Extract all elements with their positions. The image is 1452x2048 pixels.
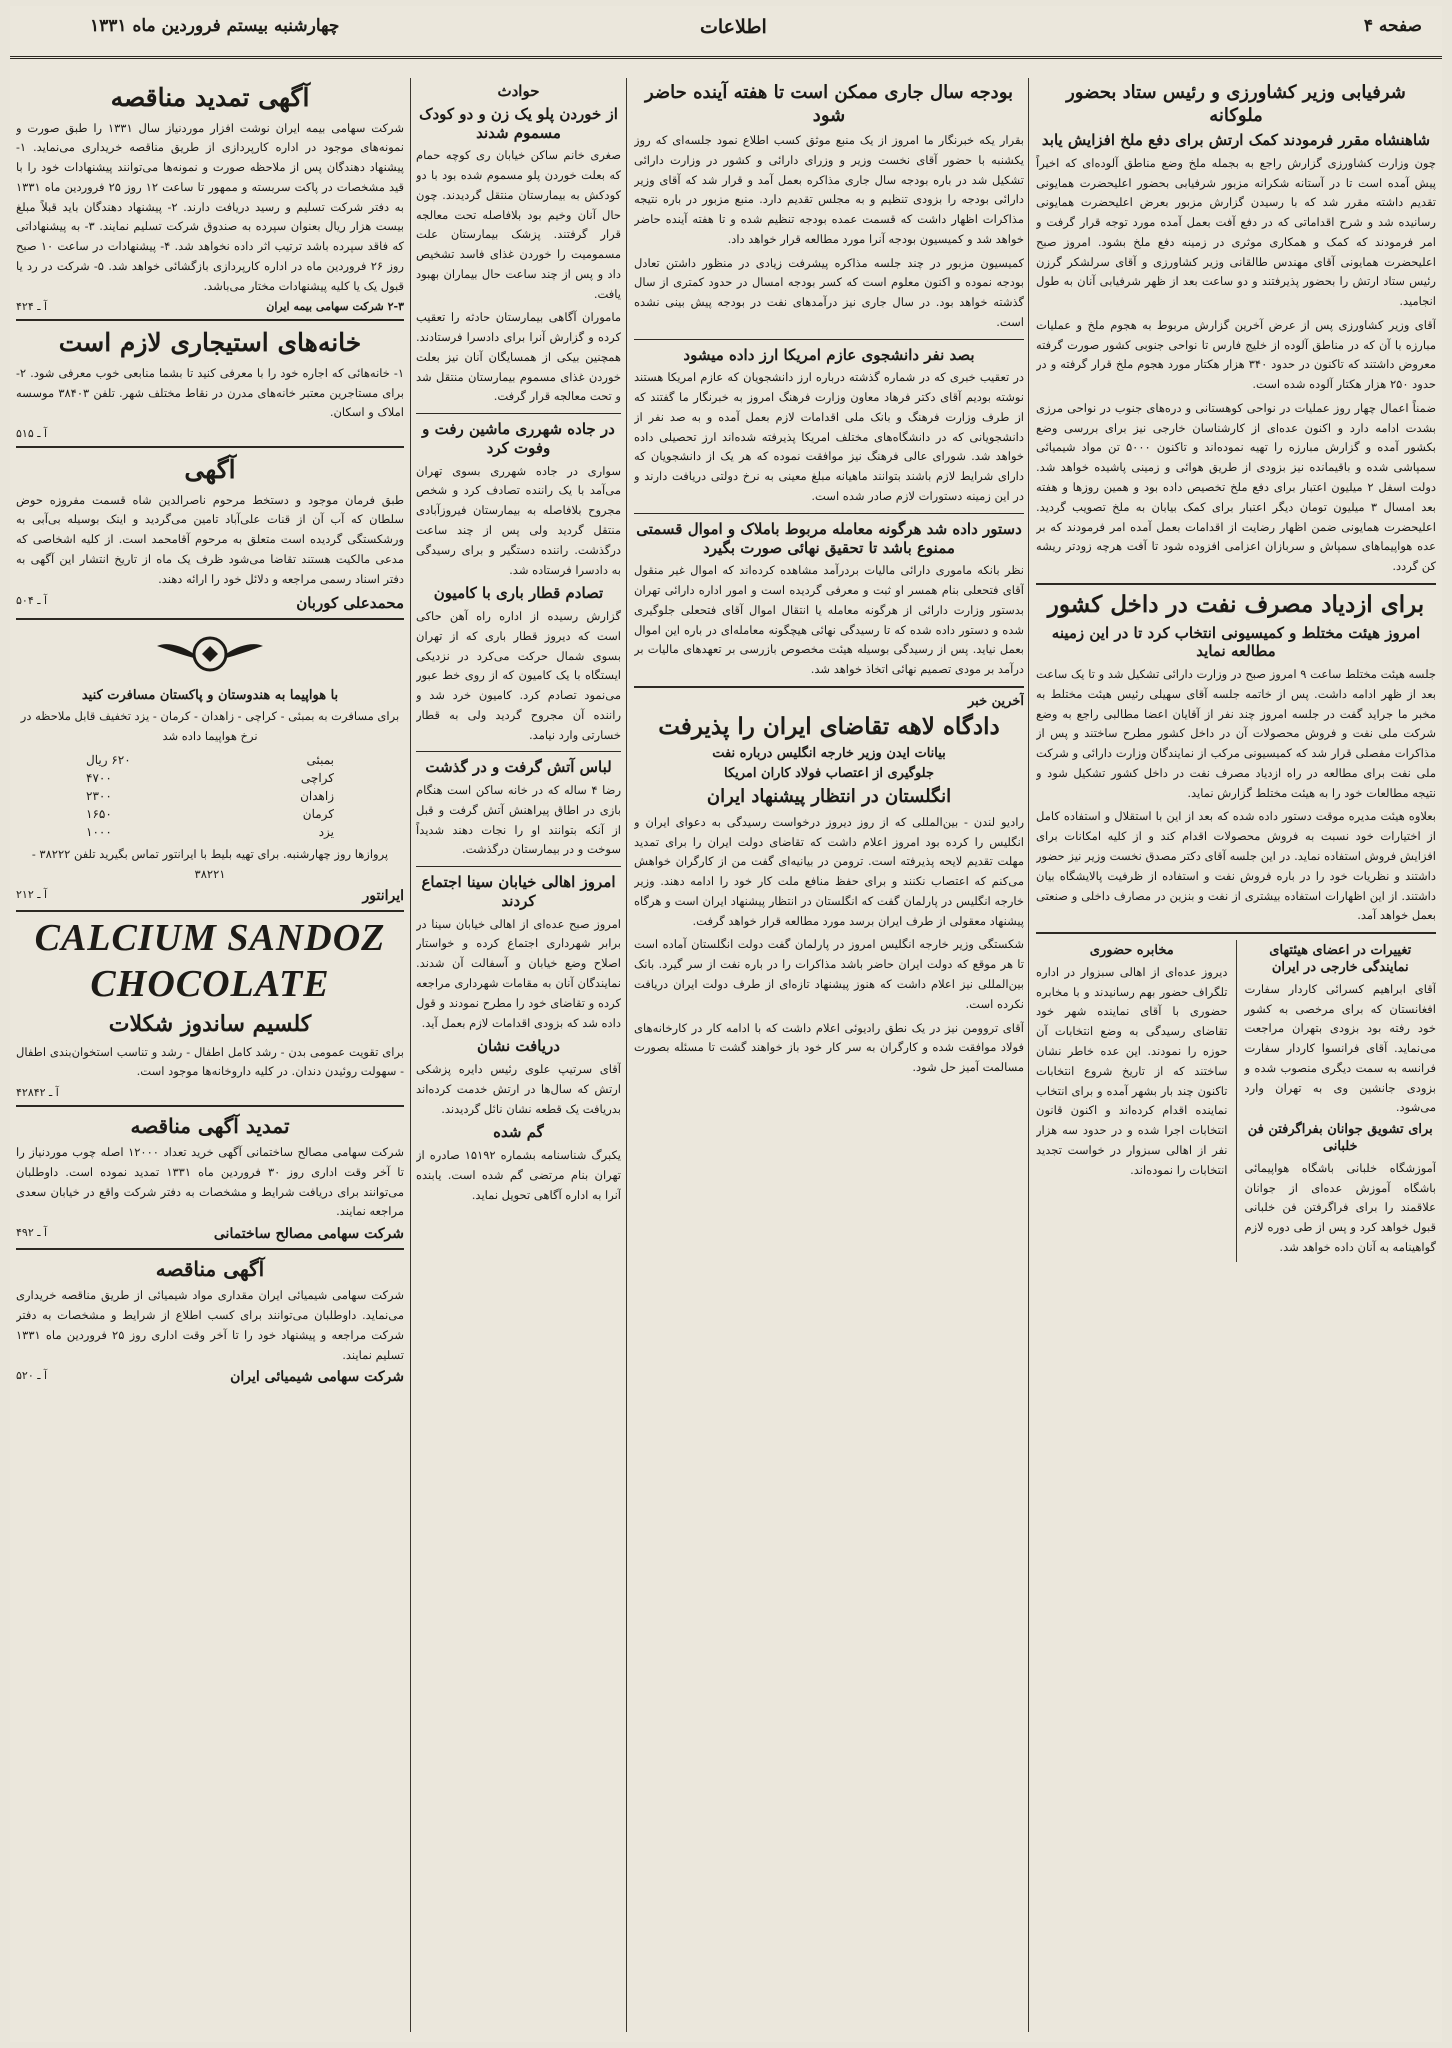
article-subheadline: بیانات ایدن وزیر خارجه انگلیس درباره نفت — [712, 745, 946, 761]
column-incidents — [416, 78, 621, 2036]
article-paragraph: کمیسیون مزبور در چند جلسه مذاکره پیشرفت زیادی در منظور داشتن تعادل بودجه نموده و اکنون معلوم است که کسر بودجه امسال در حدود کمتری از سال گذشته خواهد بود. در سال جاری نیز درآمدهای نفت در بودجه پیش بینی نشده است. — [634, 255, 1024, 329]
ad-text: برای تقویت عمومی بدن - رشد کامل اطفال - رشد و تناسب استخوان‌بندی اطفال - سهولت روئیدن دندان. در کلیه داروخانه‌ها موجود است. — [16, 1044, 404, 1079]
ad-ref: آ ـ ۴۲۴ — [16, 300, 48, 314]
brief-title: برای تشویق جوانان بفراگرفتن فن خلبانی — [1247, 1122, 1433, 1155]
article-headline: در جاده شهرری ماشین رفت و وفوت کرد — [422, 420, 615, 457]
fare-row — [80, 751, 340, 769]
ad-text: طبق فرمان موجود و دستخط مرحوم ناصرالدین شاه قسمت مفروزه حوض سلطان که آب آن از قنات علی‌آباد تامین می‌گردید و اینک بوسیله بی‌آبی به ورشکستگی گردیده است متعلق به مرحوم آقامحمد است. از کلیه اشخاصی که مدعی مالکیت هستند تقاضا می‌شود ظرف یک ماه از تاریخ انتشار این آگهی به دفتر اسناد رسمی مراجعه و دلائل خود را ارائه دهند. — [16, 492, 404, 586]
rule — [16, 446, 404, 448]
article-subheadline: امروز هیئت مختلط و کمیسیونی انتخاب کرد تا در این زمینه مطالعه نماید — [1051, 623, 1421, 661]
article-paragraph: سواری در جاده شهرری بسوی تهران می‌آمد با یک راننده تصادف کرد و شخص مجروح بلافاصله به بیمارستان فیروزآبادی منتقل گردید ولی پس از چند ساعت درگذشت. راننده دستگیر و برای رسیدگی به دادسرا فرستاده شد. — [416, 463, 621, 577]
fare-price: ۲۳۰۰ — [86, 788, 112, 803]
article-paragraph: آقای وزیر کشاورزی پس از عرض آخرین گزارش مربوط به هجوم ملخ و عملیات مبارزه با آن که در مناطق آلوده از خلیج فارس تا نواحی جنوبی کشور صورت گرفته معروض داشتند که تاکنون در حدود ۳۴۰ هزار هکتار مورد هجوم ملخ قرار گرفته و در حدود ۲۵۰ هزار هکتار آلوده شده است. — [1036, 317, 1436, 392]
ad-brand: ایرانتور — [362, 888, 404, 905]
article-paragraph: آقای تروومن نیز در یک نطق رادیوئی اعلام داشت که با ادامه کار در کارخانه‌های فولاد موافقت شده و کارگران به سر کار خود باز خواهند گشت تا مسئله بصورت مسالمت آمیز حل شود. — [634, 1020, 1024, 1075]
article-headline: دستور داده شد هرگونه معامله مربوط باملاک و اموال قسمتی ممنوع باشد تا تحقیق نهائی صورت بگیرد — [636, 519, 1022, 557]
ad-footer — [16, 300, 404, 313]
brief-text: دیروز عده‌ای از اهالی سبزوار در اداره تلگراف حضور بهم رسانیدند و با مخابره حضوری با آقای نماینده شهر خود تقاضای رسیدگی به وضع انتخابات آن حوزه را نمودند. این عده خاطر نشان ساختند که از تاریخ شروع انتخابات تاکنون چند بار بشهر آمده و برای انتخاب نماینده اقدام کرده‌اند و اکنون قانون انتخابات اجرا شده و در حدود سه هزار نفر از اهالی سبزوار در خواست تجدید انتخابات را نموده‌اند. — [1036, 964, 1228, 1177]
article-headline: تصادم قطار باری با کامیون — [433, 584, 604, 603]
article-paragraph: نظر بانکه ماموری دارائی مالیات بردرآمد مشاهده کرده‌اند که اموال غیر منقول آقای فتحعلی بنام همسر او ثبت و معرفی گردیده است و امور اداره دارائی تهران بدستور وزارت دارائی از هرگونه معامله یا انتقال اموال آقای فتحعلی جلوگیری شده و دستور داده شده که تا رسیدگی نهائی هیچگونه معامله‌ای در باره این اموال بعمل نیاید. پس از رسیدگی بوسیله هیئت مخصوص بازرسی بر تعهدهای مالیات بر درآمد بر مودی تصمیم نهائی اتخاذ خواهد شد. — [634, 563, 1024, 677]
article-paragraph: ضمناً اعمال چهار روز عملیات در نواحی کوهستانی و دره‌های جنوب در نواحی مرزی بشدت ادامه دارد و اکنون عده‌ای از کارشناسان خارجی نیز برای بررسی وضع بکشور آمده و گزارش مبارزه را تهیه نموده‌اند و تاکنون ۵۰۰۰ تن مواد شیمیائی سمپاشی شده و باقیمانده نیز بزودی از طریق هوائی و زمینی پاشیده خواهد شد. دولت اسفل ۲ میلیون اعتبار برای دفع ملخ تخصیص داده بود و همین روزها و هفته بعد امسال ۳ میلیون تومان دیگر اعتبار برای کمک بیابان به ملخ تصویب گردید. اعلیحضرت همایونی ضمن اظهار رضایت از اقدامات بعمل آمده امر فرمودند که بر عده هواپیماهای سمپاش و سربازان اعزامی افزوده شود تا آفت هرچه زودتر ریشه کن گردد. — [1036, 400, 1436, 574]
article-headline: برای ازدیاد مصرف نفت در داخل کشور — [1047, 590, 1425, 618]
brand-name-persian: کلسیم ساندوز شکلات — [108, 1011, 312, 1038]
ad-ref: آ ـ ۴۲۸۴۲ — [16, 1086, 59, 1100]
rule — [634, 686, 1024, 688]
ad-title: تمدید آگهی مناقصه — [130, 1114, 290, 1139]
rule — [634, 513, 1024, 514]
article-paragraph: بقرار یکه خبرنگار ما امروز از یک منبع موثق کسب اطلاع نمود جلسه‌ای که روز یکشنبه با حضور آقای نخست وزیر و وزرای دارائی و کشور در وزارت دارائی تشکیل شد در باره بودجه سال جاری مذاکره بعمل آمد و قرار شد که آقای وزیر دارائی بودجه را بزودی تنظیم و به مجلس تقدیم دارد. منبع مزبور در باره نتیجه مذاکرات اظهار داشت که قسمت عمده بودجه تنظیم شده و تا هفته آینده حاضر خواهد شد و کمیسیون بودجه آنرا مورد مطالعه قرار خواهد داد. — [634, 133, 1024, 246]
ad-footer — [16, 594, 404, 612]
section-title: حوادث — [497, 82, 540, 100]
article-headline: گم شده — [493, 1123, 544, 1142]
brand-name-latin: CHOCOLATE — [90, 963, 330, 1006]
ad-footer — [16, 427, 404, 440]
fare-row — [80, 805, 340, 823]
rule — [416, 866, 621, 867]
fare-row — [80, 769, 340, 787]
ad-ref: آ ـ ۵۱۵ — [16, 427, 48, 441]
article-headline: بودجه سال جاری ممکن است تا هفته آینده حاضر شود — [644, 82, 1014, 126]
fare-city: یزد — [318, 824, 334, 839]
rule — [1036, 583, 1436, 585]
ad-text: برای مسافرت به بمبئی - کراچی - زاهدان - کرمان - یزد تخفیف قابل ملاحظه در نرخ هواپیما داده شد — [20, 709, 400, 744]
article-paragraph: جلسه هیئت مختلط ساعت ۹ امروز صبح در وزارت دارائی تشکیل شد و تا یک ساعت بعد از ظهر ادامه داشت. پس از خاتمه جلسه آقای سهیلی رئیس هیئت مختلط به مخبر ما جراید گفت در جلسه امروز چند نفر از آقایان اعضا مطالبی راجع به وضع شرکت ملی نفت و فروش محصولات آن در داخل کشور مطرح ساختند و پس از مذاکرات مفصلی قرار شد که کمیسیونی مرکب از نمایندگان وزارت دارائی و شرکت ملی نفت برای مطالعه در راه ازدیاد مصرف نفت در داخل کشور تشکیل شود و نتیجه مطالعات خود را به هیئت مختلط گزارش نماید. — [1036, 667, 1436, 800]
article-headline: دادگاه لاهه تقاضای ایران را پذیرفت — [658, 712, 1000, 740]
fare-price: ۱۰۰۰ — [86, 824, 112, 839]
brief-boxes — [1036, 940, 1436, 1262]
brief-box — [1036, 940, 1228, 1262]
column-news-right — [1036, 78, 1436, 2036]
column-divider — [626, 78, 627, 2032]
fare-row — [80, 823, 340, 841]
column-divider — [410, 78, 411, 2032]
ad-ref: آ ـ ۲۱۲ — [16, 888, 48, 902]
ad-title: آگهی — [184, 455, 236, 485]
fare-city: زاهدان — [300, 788, 334, 803]
ad-text: ۱- خانه‌هائی که اجاره خود را با معرفی کنید تا بشما منابعی خوب معرفی شود. ۲- برای مستاجرین معتبر خانه‌های مدرن در نقاط مختلف شهر. تلفن ۳۸۴۰۳ موسسه املاک و اسکان. — [16, 365, 404, 420]
article-headline: شرفیابی وزیر کشاورزی و رئیس ستاد بحضور ملوکانه — [1066, 82, 1406, 126]
fare-row — [80, 787, 340, 805]
rule — [16, 910, 404, 912]
ad-text: شرکت سهامی مصالح ساختمانی آگهی خرید تعداد ۱۲۰۰۰ اصله چوب موردنیاز را تا آخر وقت اداری روز ۳۰ فروردین ماه ۱۳۳۱ تمدید نموده است. داوطلبان می‌توانند برای دریافت شرایط و مشخصات به دفتر شرکت واقع در خیابان سعدی مراجعه نمایند. — [16, 1145, 404, 1219]
article-paragraph: صغری خانم ساکن خیابان ری کوچه حمام که بعلت خوردن پلو مسموم شده بود با دو کودکش به بیمارستان منتقل گردیدند. چون حال آنان وخیم بود بلافاصله تحت معالجه قرار گرفتند. پزشک بیمارستان علت مسمومیت را خوردن غذای فاسد تشخیص داد و پس از چند ساعت حال بیماران بهبود یافت. — [416, 148, 621, 301]
rule — [1036, 932, 1436, 934]
rule — [16, 1248, 404, 1250]
fare-city: کرمان — [302, 806, 334, 821]
page-number: صفحه ۴ — [1363, 16, 1422, 36]
brief-text: آقای ابراهیم کسرائی کاردار سفارت افغانستان که برای مرخصی به کشور خود رفته بود بزودی بتهران مراجعت می‌نماید. آقای فرانسوا کاردار سفارت فرانسه به سمت دیگری منصوب شده و بزودی جانشین وی به تهران وارد می‌شود. — [1244, 981, 1436, 1115]
article-paragraph: آقای سرتیپ علوی رئیس دایره پزشکی ارتش که سال‌ها در ارتش خدمت کرده‌اند بدریافت یک قطعه نشان نائل گردیدند. — [416, 1062, 621, 1116]
article-headline: دریافت نشان — [477, 1037, 560, 1056]
ad-sign: شرکت سهامی مصالح ساختمانی — [213, 1226, 404, 1243]
date-line: چهارشنبه بیستم فروردین ماه ۱۳۳۱ — [90, 16, 340, 36]
brief-box — [1245, 940, 1437, 1262]
fare-table — [80, 751, 340, 841]
ad-title: آگهی مناقصه — [155, 1257, 265, 1282]
fare-price: ۴۷۰۰ — [86, 770, 112, 785]
ad-headline: با هواپیما به هندوستان و پاکستان مسافرت کنید — [81, 687, 339, 703]
brief-title: مخابره حضوری — [1089, 943, 1174, 959]
rule — [16, 319, 404, 321]
rule — [16, 618, 404, 620]
article-paragraph: رادیو لندن - بین‌المللی که از روز دیروز درخواست رسیدگی به دعوای ایران و انگلیس را کرده بود امروز اعلام داشت که تقاضای دولت ایران را برای تمدید مهلت تقدیم لایحه پذیرفته است. ترومن در بیانیه‌ای گفت من از کارگران خواهش می‌کنم که اعتصاب نکنند و برای حفظ منافع ملت کار خود را ادامه دهند. وزیر خارجه انگلیس در پارلمان گفت که انگلستان در انتظار پیشنهاد ایران است و هرگاه پیشنهاد معقولی از طرف ایران برسد مورد مطالعه قرار خواهد گرفت. — [634, 814, 1024, 928]
ad-title: خانه‌های استیجاری لازم است — [58, 328, 362, 358]
fare-city: بمبئی — [306, 752, 334, 767]
masthead — [10, 6, 1442, 59]
article-paragraph: در تعقیب خبری که در شماره گذشته درباره ارز دانشجویان که عازم امریکا هستند نوشته بودیم آقای دکتر فرهاد معاون وزارت فرهنگ امروز به خبرنگار ما گفتند که از طرف وزارت فرهنگ و بانک ملی اقدامات لازم بعمل آمده و به صد نفر از دانشجویانی که در دانشگاه‌های مختلف امریکا پذیرفته شده‌اند ارز تحصیلی داده خواهد شد. شورای عالی فرهنگ نیز موافقت نموده که هر یک از دانشجویان که دارای شرایط لازم باشند بتوانند ماهیانه مبلغ معینی به نرخ دولتی دریافت دارند و در این زمینه دستورات لازم صادر شده است. — [634, 370, 1024, 503]
article-headline: لباس آتش گرفت و در گذشت — [425, 758, 612, 777]
ad-ref: آ ـ ۴۹۲ — [16, 1226, 48, 1240]
article-subheadline: شاهنشاه مقرر فرمودند کمک ارتش برای دفع ملخ افزایش یابد — [1041, 131, 1431, 149]
column-news-center — [634, 78, 1024, 2036]
paper-name: اطلاعات — [700, 16, 767, 38]
brief-title: تغییرات در اعضای هیئتهای نمایندگی خارجی در ایران — [1269, 943, 1412, 975]
article-subheadline: جلوگیری از اعتصاب فولاد کاران امریکا — [723, 765, 935, 781]
article-paragraph: گزارش رسیده از اداره راه آهن حاکی است که دیروز قطار باری که از تهران بسوی شمال حرکت می‌کرد در نزدیکی ایستگاه با یک کامیون که از روی خط عبور می‌نمود تصادم کرد. کامیون خرد شد و راننده آن مجروح گردید ولی به قطار خسارتی وارد نیامد. — [416, 609, 621, 742]
fare-price: ۱۶۵۰ — [86, 806, 112, 821]
brief-text: آموزشگاه خلبانی باشگاه هواپیمائی باشگاه آموزش عده‌ای از جوانان علاقمند را برای فراگرفتن فن خلبانی قبول خواهد کرد و پس از طی دوره لازم گواهینامه به آنان داده خواهد شد. — [1244, 1160, 1436, 1255]
article-headline: بصد نفر دانشجوی عازم امریکا ارز داده میشود — [683, 345, 975, 364]
article-subheadline: انگلستان در انتظار پیشنهاد ایران — [706, 786, 952, 808]
ad-footer — [16, 888, 404, 904]
ad-sign: محمدعلی کوربان — [296, 593, 404, 612]
column-divider — [1236, 940, 1237, 1262]
article-paragraph: چون وزارت کشاورزی گزارش راجع به بجمله ملخ وضع مناطق آلوده‌ای که اخیراً پیش آمده است تا در آستانه شکرانه مزبور شرفیابی بحضور اعلیحضرت همایونی تقدیم داشته مقرر شد که با رسیدن گزارش مزبور بعرض اعلیحضرت همایونی رسانیده شد و شرح اقداماتی که در دفع آفت بعمل آمده مورد توجه قرار گرفت و امر فرمودند که کمک و همکاری موثری در زمینه دفع ملخ بشود. امروز صبح اعلیحضرت همایونی آقای مهندس طالقانی وزیر کشاورزی و آقای سرلشکر گرزن رئیس ستاد ارتش را بحضور پذیرفتند و دو ساعت بعد از ظهر شرفیابی آنان به طول انجامید. — [1036, 155, 1436, 309]
ad-ref: آ ـ ۵۰۴ — [16, 593, 48, 607]
ad-ref: آ ـ ۵۲۰ — [16, 1369, 48, 1383]
rule — [16, 1105, 404, 1107]
ad-footer — [16, 1086, 404, 1099]
article-paragraph: شکستگی وزیر خارجه انگلیس امروز در پارلمان گفت دولت انگلستان آماده است تا هر موقع که دولت ایران حاضر باشد مذاکرات را در باره نفت از سر گیرد. بانک بین‌المللی نیز اعلام داشت که هنوز پیشنهاد تازه‌ای از طرف دولت ایران دریافت نکرده است. — [634, 937, 1024, 1011]
rule — [416, 751, 621, 752]
latest-news-label: آخرین خبر — [968, 693, 1024, 709]
article-paragraph: یکبرگ شناسنامه بشماره ۱۵۱۹۲ صادره از تهران بنام مرتضی گم شده است. یابنده آنرا به اداره آگاهی تحویل نماید. — [416, 1148, 621, 1202]
article-headline: امروز اهالی خیابان سینا اجتماع کردند — [421, 873, 616, 910]
ad-text: پروازها روز چهارشنبه. برای تهیه بلیط با ایرانتور تماس بگیرید تلفن ۳۸۲۲۲ - ۳۸۲۲۱ — [31, 846, 389, 881]
ad-sign: شرکت سهامی شیمیائی ایران — [230, 1369, 404, 1386]
column-advertisements — [16, 78, 404, 2036]
article-paragraph: بعلاوه هیئت مدیره موقت دستور داده شده که بعد از این با استقلال و استفاده کامل از اختیارات خود نسبت به فروش محصولات اقدام کند و از کلیه امکانات برای افزایش فروش استفاده نماید. در این جلسه آقای دکتر مصدق نخست وزیر نیز حضور داشتند و نظریات خود را در باره فروش نفت و استفاده از ظرفیت پالایشگاه بیان داشتند. از این اظهارات استفاده بیشتری از نفت و بنزین در مصارف داخلی و صنعتی بعمل خواهد آمد. — [1036, 809, 1436, 923]
article-paragraph: رضا ۴ ساله که در خانه ساکن است هنگام بازی در اطاق پیراهنش آتش گرفت و قبل از آنکه بتوانند او را نجات دهند شدیداً سوخت و در بیمارستان درگذشت. — [416, 783, 621, 857]
newspaper-page — [10, 6, 1442, 2042]
brand-name-latin: CALCIUM SANDOZ — [34, 917, 386, 960]
fare-price: ۶۲۰ ریال — [86, 752, 131, 767]
ad-text: شرکت سهامی شیمیائی ایران مقداری مواد شیمیائی از طریق مناقصه خریداری می‌نماید. داوطلبان می‌توانند برای کسب اطلاع از شرایط و مشخصات به دفتر شرکت مراجعه و پیشنهاد خود را تا آخر وقت اداری روز ۲۵ فروردین ماه ۱۳۳۱ تسلیم نمایند. — [16, 1288, 404, 1362]
rule — [634, 339, 1024, 340]
ad-sign: ۲-۳ شرکت سهامی بیمه ایران — [266, 300, 404, 314]
column-divider — [1028, 78, 1029, 2032]
ad-text: شرکت سهامی بیمه ایران نوشت افزار موردنیاز سال ۱۳۳۱ را طبق صورت و نمونه‌های موجود در اداره کارپردازی از طریق مناقصه خریداری می‌نماید. ۱- پیشنهاد دهندگان پس از ملاحظه صورت و نمونه‌ها می‌توانند پیشنهادات خود را با قید مشخصات در پاکت سربسته و ممهور تا ساعت ۱۲ روز ۲۵ فروردین ماه ۱۳۳۱ به دفتر شرکت تسلیم و رسید دریافت دارند. ۲- پیشنهاد دهندگان باید قبلاً مبلغ بیست هزار ریال بعنوان سپرده به صندوق شرکت تسلیم نمایند. ۳- به پیشنهاداتی که فاقد سپرده باشد ترتیب اثر داده نخواهد شد. ۴- پیشنهادات در ساعت ۱۰ صبح روز ۲۶ فروردین ماه در اداره کارپردازی بازگشائی خواهد شد. ۵- شرکت در رد یا قبول یک یا کلیه پیشنهادات مختار می‌باشد. — [16, 120, 404, 293]
airline-wings-logo — [155, 626, 265, 682]
article-headline: از خوردن پلو یک زن و دو کودک مسموم شدند — [419, 104, 618, 142]
ad-footer — [16, 1369, 404, 1385]
rule — [416, 413, 621, 414]
fare-city: کراچی — [300, 770, 334, 785]
ad-title: آگهی تمدید مناقصه — [110, 83, 310, 112]
ad-footer — [16, 1226, 404, 1242]
article-paragraph: ماموران آگاهی بیمارستان حادثه را تعقیب کرده و گزارش آنرا برای دادسرا فرستادند. همچنین بیکی از همسایگان آنان نیز بعلت خوردن غذای مسموم بیمارستان منتقل شد و تحت معالجه قرار گرفت. — [416, 310, 621, 404]
article-paragraph: امروز صبح عده‌ای از اهالی خیابان سینا در برابر شهرداری اجتماع کرده و خواستار اصلاح وضع خیابان و آسفالت آن شدند. نمایندگان آنان به مقامات شهرداری مراجعه کرده و تقاضای خود را مطرح نمودند و قول داده شد که بزودی اقدامات لازم بعمل آید. — [416, 916, 621, 1030]
